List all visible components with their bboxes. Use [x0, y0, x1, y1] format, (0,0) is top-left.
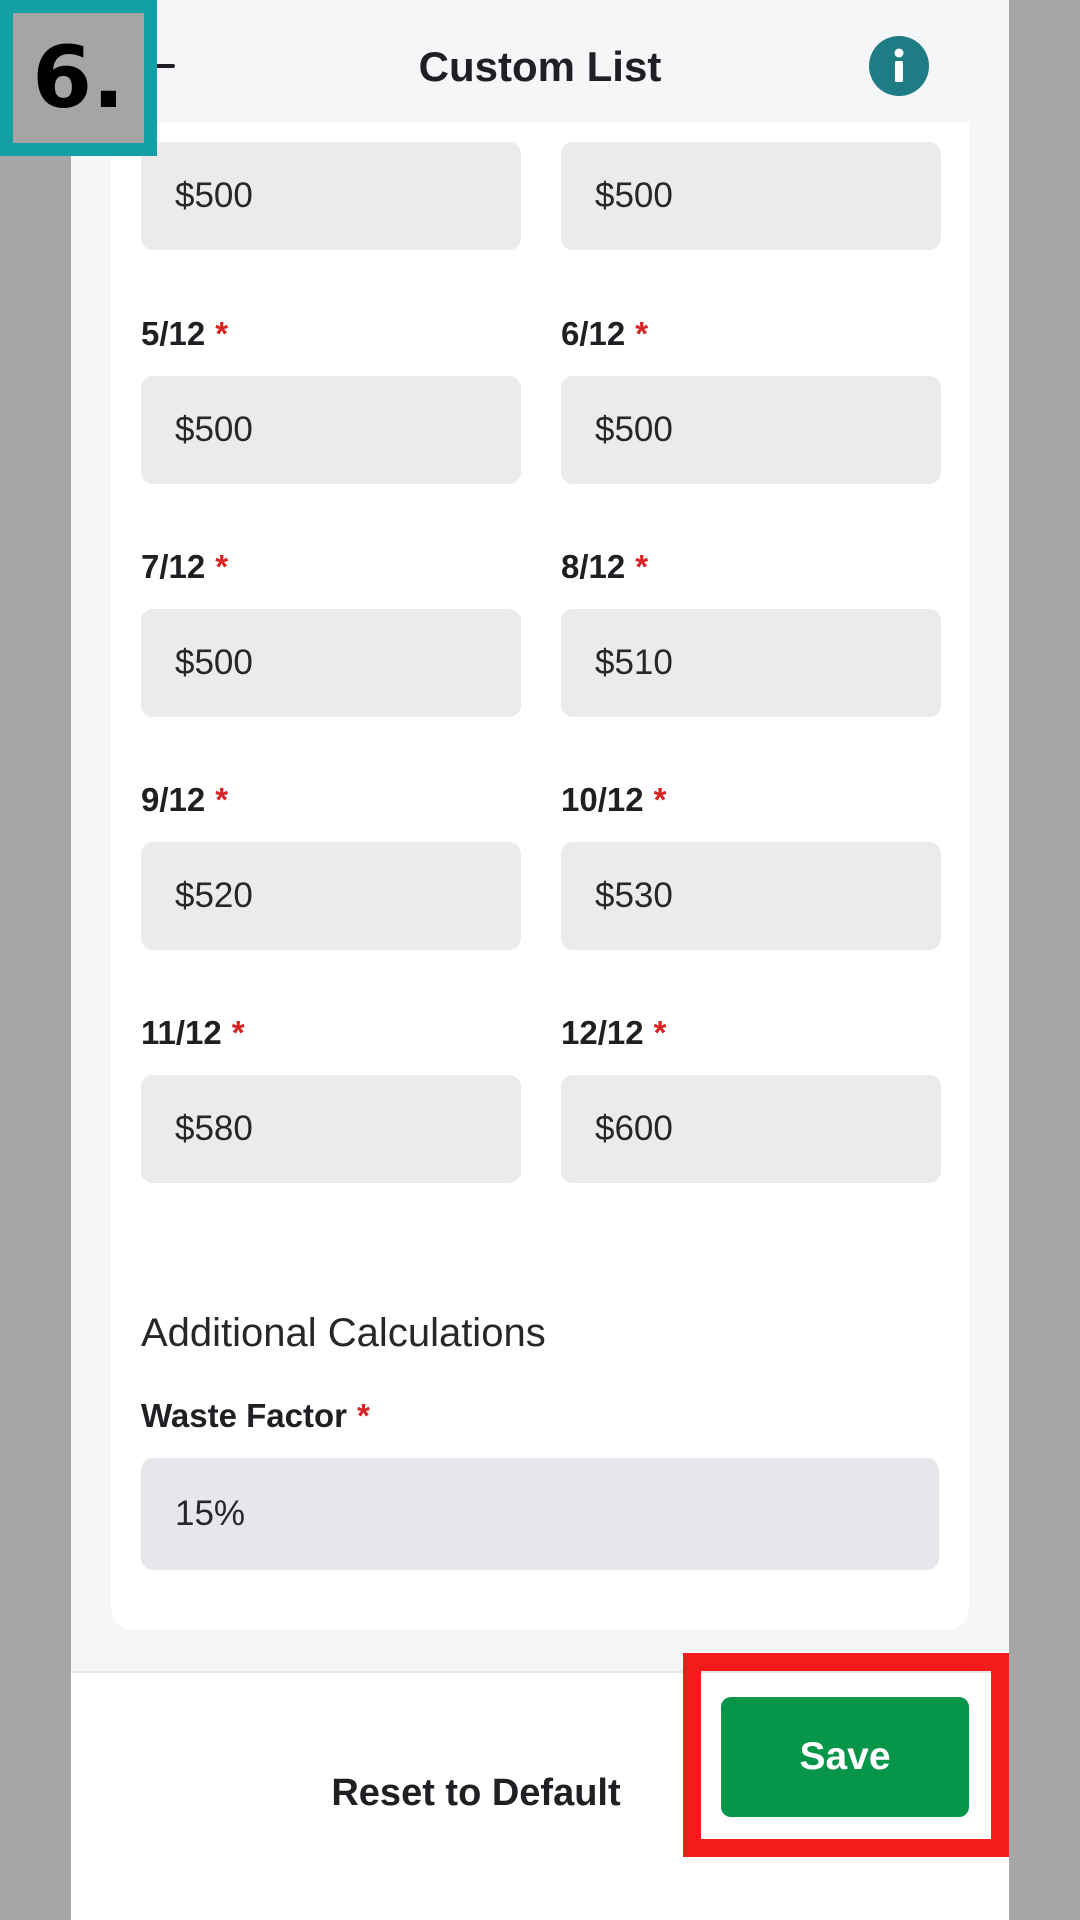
field-label: 11/12 *: [141, 1014, 245, 1051]
amount-input-12-12[interactable]: $600: [561, 1075, 941, 1183]
amount-input-10-12[interactable]: $530: [561, 842, 941, 950]
required-marker: *: [231, 1014, 245, 1051]
amount-input-3-12[interactable]: $500: [141, 142, 521, 250]
info-button[interactable]: [869, 36, 929, 96]
waste-factor-input[interactable]: 15%: [141, 1458, 939, 1570]
required-marker: *: [215, 315, 229, 352]
field-label: 6/12 *: [561, 315, 649, 352]
amount-input-8-12[interactable]: $510: [561, 609, 941, 717]
waste-factor-label: Waste Factor *: [141, 1397, 370, 1434]
page-title: Custom List: [418, 43, 662, 90]
required-marker: *: [357, 1397, 370, 1434]
app-screen: [71, 0, 1009, 1920]
required-marker: *: [635, 315, 649, 352]
amount-input-6-12[interactable]: $500: [561, 376, 941, 484]
required-marker: *: [635, 548, 649, 585]
section-title-additional-calculations: Additional Calculations: [141, 1311, 546, 1355]
field-label: 7/12 *: [141, 548, 229, 585]
amount-input-11-12[interactable]: $580: [141, 1075, 521, 1183]
amount-input-5-12[interactable]: $500: [141, 376, 521, 484]
field-label: 8/12 *: [561, 548, 649, 585]
required-marker: *: [215, 781, 229, 818]
required-marker: *: [215, 548, 229, 585]
required-marker: *: [653, 781, 667, 818]
amount-input-9-12[interactable]: $520: [141, 842, 521, 950]
step-number: 6.: [13, 13, 144, 143]
reset-to-default-button[interactable]: Reset to Default: [331, 1772, 621, 1814]
field-label: 10/12 *: [561, 781, 667, 818]
amount-input-4-12[interactable]: $500: [561, 142, 941, 250]
save-button[interactable]: Save: [721, 1697, 969, 1817]
required-marker: *: [653, 1014, 667, 1051]
info-icon: [869, 36, 929, 96]
header-bar: [71, 0, 1009, 122]
field-label: 12/12 *: [561, 1014, 667, 1051]
amount-input-7-12[interactable]: $500: [141, 609, 521, 717]
form-card: [111, 122, 969, 1630]
step-badge: [0, 0, 157, 156]
field-label: 9/12 *: [141, 781, 229, 818]
field-label: 5/12 *: [141, 315, 229, 352]
